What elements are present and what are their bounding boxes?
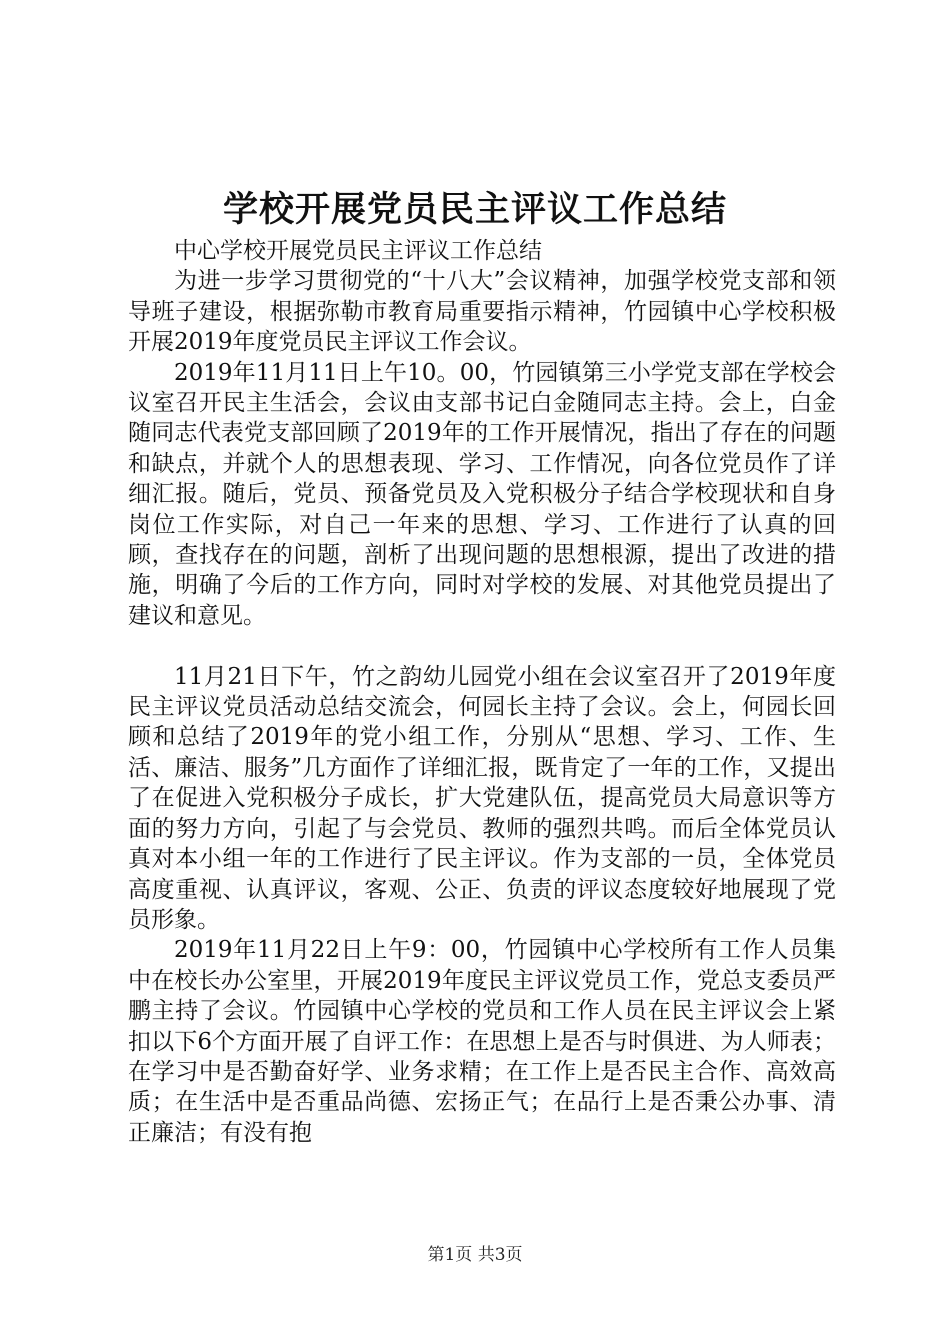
paragraph-central-school: 2019年11月22日上午9：00，竹园镇中心学校所有工作人员集中在校长办公室里，开展2019年度民主评议党员工作，党总支委员严鹏主持了会议。竹园镇中心学校的党员和工作人员在民主评议会上紧扣以下6个方面开展了自评工作：在思想上是否与时俱进、为人师表；在学习中是否勤奋好学、业务求精；在工作上是否民主合作、高效高质；在生活中是否重品尚德、宏扬正气；在品行上是否秉公办事、清正廉洁；有没有抱 <box>128 937 836 1146</box>
paragraph-spacer <box>128 631 836 661</box>
paragraph-intro: 为进一步学习贯彻党的“十八大”会议精神，加强学校党支部和领导班子建设，根据弥勒市教育局重要指示精神，竹园镇中心学校积极开展2019年度党员民主评议工作会议。 <box>128 268 836 356</box>
page-footer: 第1页 共3页 <box>427 1245 523 1265</box>
paragraph-kindergarten: 11月21日下午，竹之韵幼儿园党小组在会议室召开了2019年度民主评议党员活动总结交流会，何园长主持了会议。会上，何园长回顾和总结了2019年的党小组工作，分别从“思想、学习、工作、生活、廉洁、服务”几方面作了详细汇报，既肯定了一年的工作，又提出了在促进入党积极分子成长，扩大党建队伍，提高党员大局意识等方面的努力方向，引起了与会党员、教师的强烈共鸣。而后全体党员认真对本小组一年的工作进行了民主评议。作为支部的一员，全体党员高度重视、认真评议，客观、公正、负责的评议态度较好地展现了党员形象。 <box>128 663 836 933</box>
document-body <box>128 236 836 1148</box>
document-title: 学校开展党员民主评议工作总结 <box>222 190 727 230</box>
document-subtitle: 中心学校开展党员民主评议工作总结 <box>174 238 542 264</box>
paragraph-third-primary-school: 2019年11月11日上午10。00，竹园镇第三小学党支部在学校会议室召开民主生活会，会议由支部书记白金随同志主持。会上，白金随同志代表党支部回顾了2019年的工作开展情况，指出了存在的问题和缺点，并就个人的思想表现、学习、工作情况，向各位党员作了详细汇报。随后，党员、预备党员及入党积极分子结合学校现状和自身岗位工作实际，对自己一年来的思想、学习、工作进行了认真的回顾，查找存在的问题，剖析了出现问题的思想根源，提出了改进的措施，明确了今后的工作方向，同时对学校的发展、对其他党员提出了建议和意见。 <box>128 359 836 629</box>
